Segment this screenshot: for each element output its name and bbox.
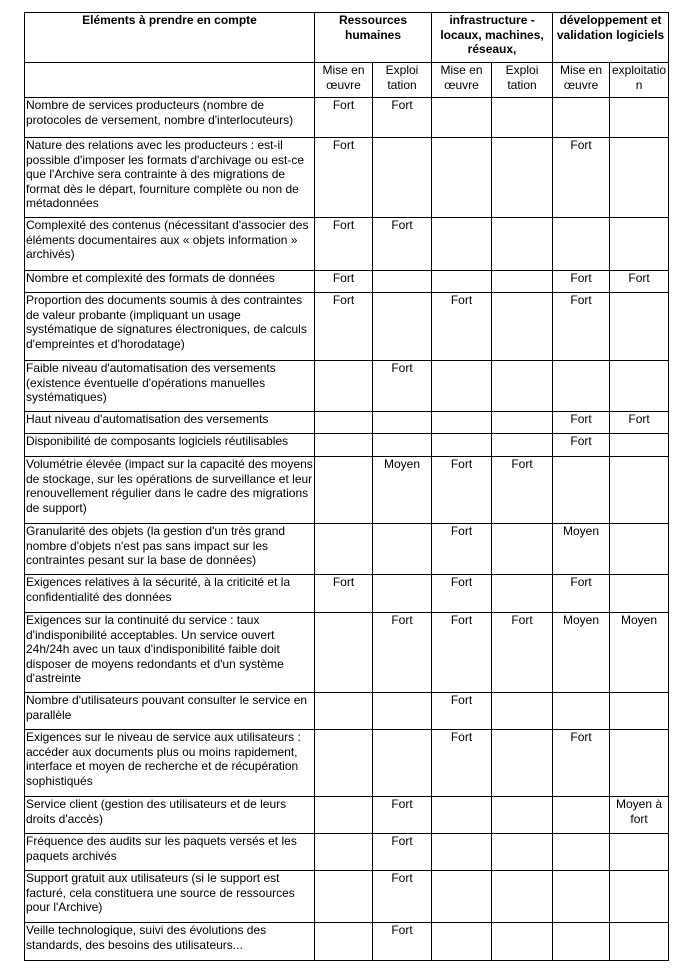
rating-cell bbox=[610, 693, 669, 730]
rating-cell: Fort bbox=[432, 524, 492, 575]
rating-cell bbox=[432, 923, 492, 961]
rating-cell bbox=[432, 271, 492, 293]
row-label: Proportion des documents soumis à des contraintes de valeur probante (impliquant un usage systématique de signatures électroniques, de calculs d'empreintes et d'horodatage) bbox=[25, 293, 315, 361]
rating-cell: Fort bbox=[373, 613, 432, 693]
rating-cell bbox=[373, 693, 432, 730]
table-row bbox=[25, 923, 669, 961]
rating-cell: Fort bbox=[373, 923, 432, 961]
rating-cell bbox=[315, 730, 373, 797]
rating-cell bbox=[610, 218, 669, 271]
rating-cell bbox=[610, 293, 669, 361]
row-label: Granularité des objets (la gestion d'un très grand nombre d'objets n'est pas sans impact sur les contraintes pesant sur la base de données) bbox=[25, 524, 315, 575]
rating-cell bbox=[610, 575, 669, 613]
row-label: Nombre d'utilisateurs pouvant consulter le service en parallèle bbox=[25, 693, 315, 730]
rating-cell bbox=[492, 412, 553, 434]
table-row bbox=[25, 138, 669, 218]
subheader-empty bbox=[25, 63, 315, 98]
rating-cell: Moyen bbox=[553, 524, 610, 575]
header-elements: Eléments à prendre en compte bbox=[25, 13, 315, 63]
rating-cell bbox=[553, 693, 610, 730]
rating-cell bbox=[315, 524, 373, 575]
rating-cell: Fort bbox=[315, 271, 373, 293]
rating-cell: Fort bbox=[373, 797, 432, 834]
row-label: Faible niveau d'automatisation des versements (existence éventuelle d'opérations manuelles systématiques) bbox=[25, 361, 315, 412]
row-label: Service client (gestion des utilisateurs et de leurs droits d'accès) bbox=[25, 797, 315, 834]
table-row bbox=[25, 293, 669, 361]
row-label: Support gratuit aux utilisateurs (si le support est facturé, cela constituera une source de ressources pour l'Archive) bbox=[25, 871, 315, 923]
rating-cell: Fort bbox=[315, 218, 373, 271]
rating-cell bbox=[610, 730, 669, 797]
rating-cell: Moyen bbox=[610, 613, 669, 693]
rating-cell bbox=[373, 524, 432, 575]
table-row bbox=[25, 730, 669, 797]
resource-impact-table bbox=[24, 12, 669, 961]
header-row bbox=[25, 13, 669, 63]
rating-cell bbox=[432, 98, 492, 138]
rating-cell bbox=[492, 693, 553, 730]
table-row bbox=[25, 271, 669, 293]
rating-cell bbox=[315, 613, 373, 693]
rating-cell bbox=[610, 434, 669, 457]
rating-cell: Fort bbox=[553, 575, 610, 613]
rating-cell bbox=[373, 293, 432, 361]
row-label: Nature des relations avec les producteurs : est-il possible d'imposer les formats d'archivage ou est-ce que l'Archive sera contrainte à des migrations de format dès le départ, fourniture complète ou non de métadonnées bbox=[25, 138, 315, 218]
rating-cell bbox=[432, 834, 492, 871]
rating-cell bbox=[315, 923, 373, 961]
rating-cell: Fort bbox=[432, 693, 492, 730]
rating-cell bbox=[492, 434, 553, 457]
rating-cell bbox=[315, 693, 373, 730]
subheader-infra-exploitation: Exploi tation bbox=[492, 63, 553, 98]
rating-cell bbox=[315, 434, 373, 457]
rating-cell bbox=[373, 138, 432, 218]
rating-cell bbox=[432, 138, 492, 218]
rating-cell: Fort bbox=[553, 293, 610, 361]
rating-cell: Fort bbox=[432, 293, 492, 361]
rating-cell: Fort bbox=[373, 871, 432, 923]
rating-cell bbox=[553, 797, 610, 834]
rating-cell bbox=[432, 361, 492, 412]
table-row bbox=[25, 218, 669, 271]
rating-cell bbox=[492, 138, 553, 218]
header-developpement: développement et validation logiciels bbox=[553, 13, 669, 63]
subheader-rh-mise-en-oeuvre: Mise en œuvre bbox=[315, 63, 373, 98]
rating-cell: Moyen bbox=[553, 613, 610, 693]
rating-cell bbox=[492, 730, 553, 797]
rating-cell bbox=[315, 871, 373, 923]
rating-cell bbox=[610, 834, 669, 871]
table-row bbox=[25, 871, 669, 923]
rating-cell bbox=[373, 271, 432, 293]
table-row bbox=[25, 575, 669, 613]
table-row bbox=[25, 457, 669, 524]
rating-cell: Fort bbox=[373, 361, 432, 412]
header-ressources-humaines: Ressources humaines bbox=[315, 13, 432, 63]
rating-cell bbox=[610, 524, 669, 575]
rating-cell bbox=[553, 834, 610, 871]
rating-cell bbox=[315, 412, 373, 434]
rating-cell: Fort bbox=[373, 834, 432, 871]
table-row bbox=[25, 412, 669, 434]
rating-cell: Fort bbox=[553, 434, 610, 457]
rating-cell bbox=[432, 434, 492, 457]
rating-cell: Fort bbox=[315, 98, 373, 138]
rating-cell: Fort bbox=[553, 271, 610, 293]
rating-cell: Fort bbox=[553, 730, 610, 797]
rating-cell bbox=[610, 457, 669, 524]
row-label: Nombre de services producteurs (nombre de protocoles de versement, nombre d'interlocuteurs) bbox=[25, 98, 315, 138]
rating-cell bbox=[492, 361, 553, 412]
rating-cell bbox=[492, 834, 553, 871]
rating-cell bbox=[492, 871, 553, 923]
rating-cell bbox=[315, 457, 373, 524]
table-row bbox=[25, 613, 669, 693]
rating-cell bbox=[610, 923, 669, 961]
rating-cell: Fort bbox=[373, 98, 432, 138]
rating-cell: Fort bbox=[610, 412, 669, 434]
rating-cell: Fort bbox=[315, 575, 373, 613]
row-label: Volumétrie élevée (impact sur la capacité des moyens de stockage, sur les opérations de surveillance et leur renouvellement régulier dans le cadre des migrations de support) bbox=[25, 457, 315, 524]
rating-cell: Fort bbox=[610, 271, 669, 293]
rating-cell bbox=[315, 834, 373, 871]
table-row bbox=[25, 524, 669, 575]
rating-cell bbox=[315, 797, 373, 834]
rating-cell bbox=[373, 412, 432, 434]
rating-cell bbox=[553, 98, 610, 138]
rating-cell bbox=[492, 797, 553, 834]
rating-cell bbox=[492, 923, 553, 961]
table-row bbox=[25, 361, 669, 412]
rating-cell bbox=[432, 871, 492, 923]
rating-cell: Fort bbox=[492, 613, 553, 693]
table-row bbox=[25, 434, 669, 457]
rating-cell: Fort bbox=[432, 730, 492, 797]
subheader-rh-exploitation: Exploi tation bbox=[373, 63, 432, 98]
header-infrastructure: infrastructure - locaux, machines, réseaux, bbox=[432, 13, 553, 63]
row-label: Haut niveau d'automatisation des versements bbox=[25, 412, 315, 434]
rating-cell bbox=[492, 218, 553, 271]
table-row bbox=[25, 693, 669, 730]
row-label: Nombre et complexité des formats de données bbox=[25, 271, 315, 293]
rating-cell bbox=[492, 293, 553, 361]
table-row bbox=[25, 797, 669, 834]
rating-cell: Fort bbox=[432, 613, 492, 693]
rating-cell bbox=[553, 457, 610, 524]
subheader-dev-exploitation: exploitatio n bbox=[610, 63, 669, 98]
rating-cell: Moyen bbox=[373, 457, 432, 524]
rating-cell bbox=[553, 923, 610, 961]
subheader-row bbox=[25, 63, 669, 98]
rating-cell: Fort bbox=[432, 575, 492, 613]
row-label: Veille technologique, suivi des évolutions des standards, des besoins des utilisateurs... bbox=[25, 923, 315, 961]
rating-cell: Fort bbox=[315, 293, 373, 361]
row-label: Exigences sur la continuité du service : taux d'indisponibilité acceptables. Un service ouvert 24h/24h avec un taux d'indisponibilité faible doit disposer de moyens redondants et d'un système d'astreinte bbox=[25, 613, 315, 693]
subheader-dev-mise-en-oeuvre: Mise en œuvre bbox=[553, 63, 610, 98]
rating-cell: Fort bbox=[553, 412, 610, 434]
rating-cell bbox=[373, 434, 432, 457]
rating-cell bbox=[610, 98, 669, 138]
rating-cell: Moyen à fort bbox=[610, 797, 669, 834]
rating-cell bbox=[492, 271, 553, 293]
rating-cell bbox=[610, 138, 669, 218]
row-label: Exigences sur le niveau de service aux utilisateurs : accéder aux documents plus ou moins rapidement, interface et moyen de recherche et de récupération sophistiqués bbox=[25, 730, 315, 797]
rating-cell bbox=[610, 871, 669, 923]
row-label: Complexité des contenus (nécessitant d'associer des éléments documentaires aux « objets information » archivés) bbox=[25, 218, 315, 271]
rating-cell bbox=[492, 524, 553, 575]
rating-cell bbox=[553, 871, 610, 923]
subheader-infra-mise-en-oeuvre: Mise en œuvre bbox=[432, 63, 492, 98]
table-row bbox=[25, 98, 669, 138]
rating-cell bbox=[492, 575, 553, 613]
row-label: Fréquence des audits sur les paquets versés et les paquets archivés bbox=[25, 834, 315, 871]
rating-cell: Fort bbox=[373, 218, 432, 271]
rating-cell bbox=[610, 361, 669, 412]
rating-cell bbox=[373, 575, 432, 613]
rating-cell: Fort bbox=[432, 457, 492, 524]
rating-cell bbox=[432, 412, 492, 434]
table-row bbox=[25, 834, 669, 871]
rating-cell bbox=[553, 361, 610, 412]
rating-cell: Fort bbox=[553, 138, 610, 218]
rating-cell bbox=[432, 797, 492, 834]
rating-cell: Fort bbox=[492, 457, 553, 524]
rating-cell bbox=[432, 218, 492, 271]
row-label: Exigences relatives à la sécurité, à la criticité et la confidentialité des données bbox=[25, 575, 315, 613]
rating-cell bbox=[373, 730, 432, 797]
rating-cell: Fort bbox=[315, 138, 373, 218]
rating-cell bbox=[315, 361, 373, 412]
rating-cell bbox=[492, 98, 553, 138]
row-label: Disponibilité de composants logiciels réutilisables bbox=[25, 434, 315, 457]
rating-cell bbox=[553, 218, 610, 271]
